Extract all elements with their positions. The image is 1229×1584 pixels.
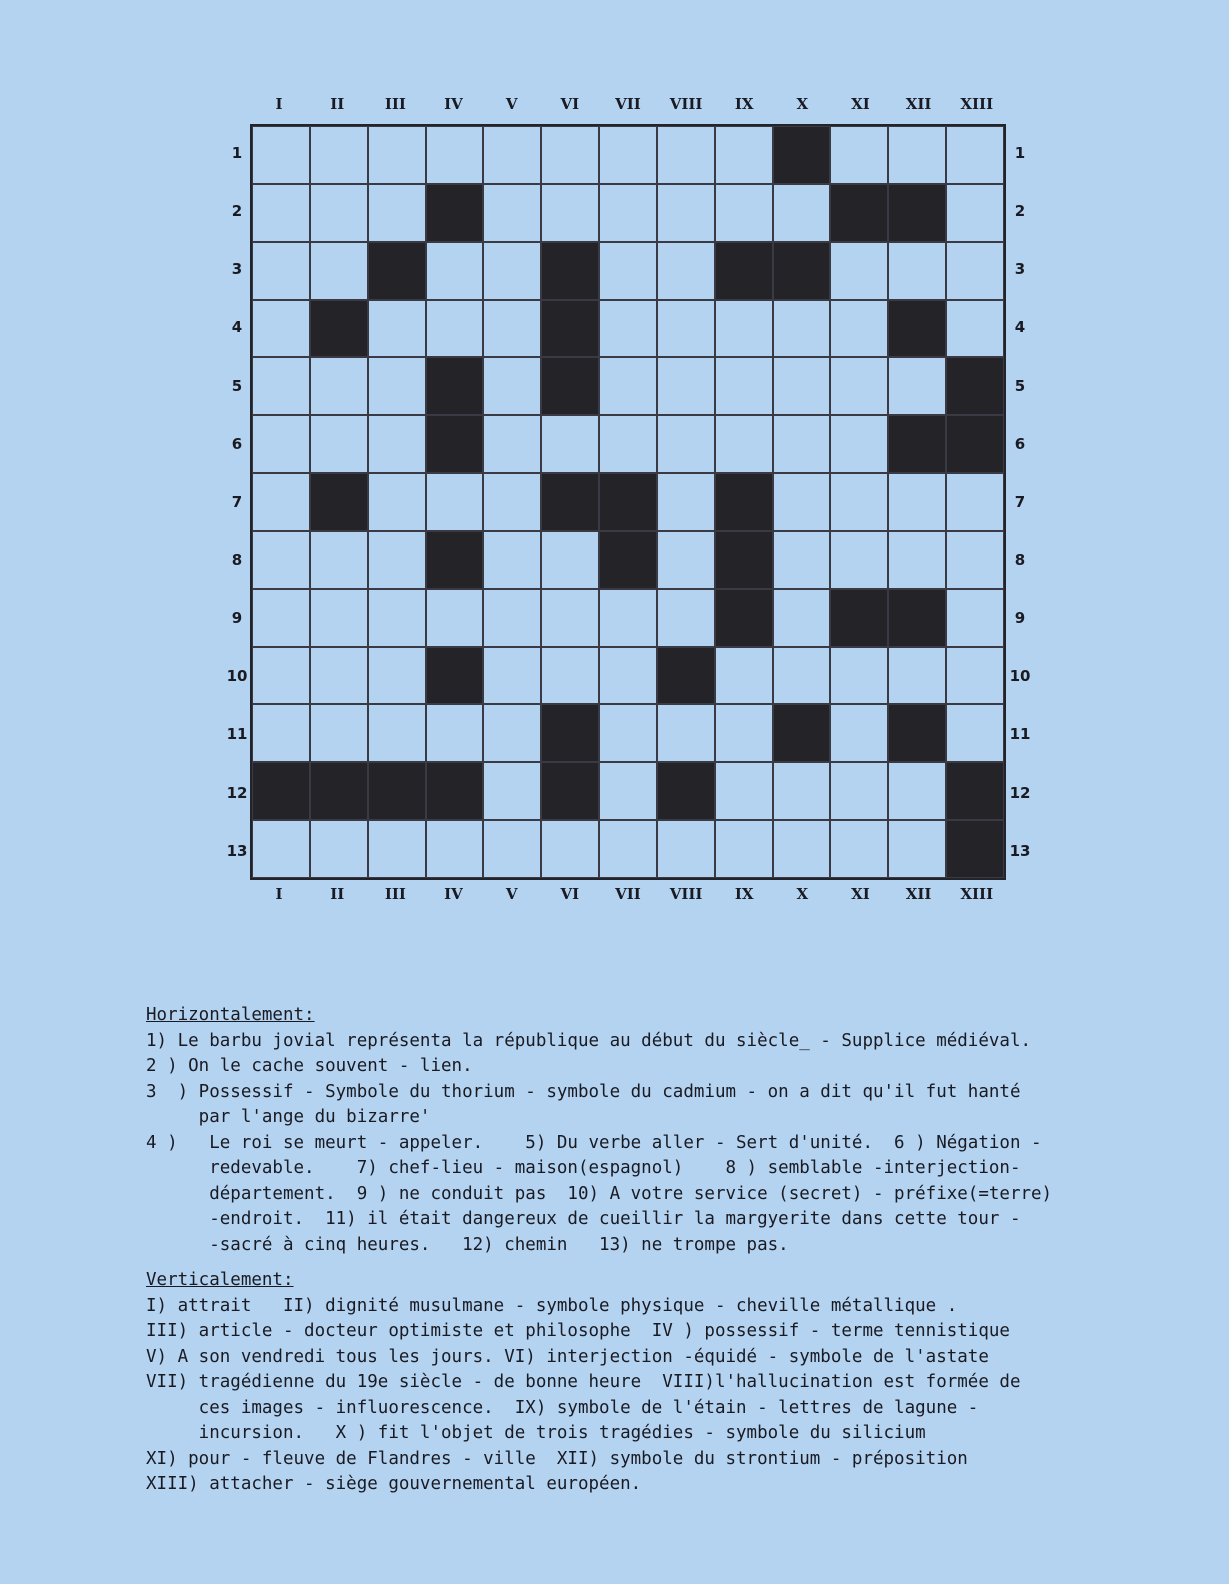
white-cell — [657, 242, 715, 300]
row-label-right-3: 3 — [1014, 260, 1026, 279]
row-label-left-7: 7 — [231, 492, 243, 511]
white-cell — [483, 531, 541, 589]
white-cell — [599, 242, 657, 300]
white-cell — [599, 820, 657, 878]
black-cell — [599, 473, 657, 531]
white-cell — [830, 531, 888, 589]
black-cell — [946, 415, 1004, 473]
white-cell — [715, 300, 773, 358]
white-cell — [483, 242, 541, 300]
column-label-bottom-4: IV — [444, 885, 463, 903]
white-cell — [830, 647, 888, 705]
white-cell — [483, 647, 541, 705]
clue-line: I) attrait II) dignité musulmane - symbole physique - cheville métallique . — [146, 1295, 958, 1316]
clue-line: V) A son vendredi tous les jours. VI) interjection -équidé - symbole de l'astate — [146, 1346, 989, 1367]
white-cell — [368, 473, 426, 531]
white-cell — [657, 126, 715, 184]
clue-line: département. 9 ) ne conduit pas 10) A votre service (secret) - préfixe(=terre) — [146, 1183, 1053, 1204]
white-cell — [946, 126, 1004, 184]
white-cell — [483, 820, 541, 878]
white-cell — [657, 357, 715, 415]
white-cell — [426, 820, 484, 878]
white-cell — [541, 531, 599, 589]
white-cell — [657, 184, 715, 242]
row-label-right-2: 2 — [1014, 202, 1026, 221]
white-cell — [368, 415, 426, 473]
white-cell — [541, 647, 599, 705]
white-cell — [715, 704, 773, 762]
white-cell — [310, 531, 368, 589]
black-cell — [946, 762, 1004, 820]
white-cell — [368, 647, 426, 705]
row-label-left-3: 3 — [231, 260, 243, 279]
white-cell — [426, 704, 484, 762]
white-cell — [599, 184, 657, 242]
black-cell — [426, 357, 484, 415]
white-cell — [252, 242, 310, 300]
white-cell — [946, 531, 1004, 589]
white-cell — [773, 762, 831, 820]
clue-line: -sacré à cinq heures. 12) chemin 13) ne trompe pas. — [146, 1234, 789, 1255]
white-cell — [310, 820, 368, 878]
black-cell — [888, 184, 946, 242]
white-cell — [368, 126, 426, 184]
column-label-top-6: VI — [560, 95, 580, 113]
white-cell — [541, 184, 599, 242]
white-cell — [252, 704, 310, 762]
row-label-right-8: 8 — [1014, 551, 1026, 570]
clue-line: III) article - docteur optimiste et philosophe IV ) possessif - terme tennistique — [146, 1321, 1010, 1341]
white-cell — [657, 589, 715, 647]
black-cell — [830, 184, 888, 242]
black-cell — [426, 415, 484, 473]
white-cell — [426, 300, 484, 358]
row-label-left-6: 6 — [231, 434, 243, 453]
white-cell — [483, 357, 541, 415]
black-cell — [541, 704, 599, 762]
white-cell — [888, 126, 946, 184]
clue-line: incursion. X ) fit l'objet de trois tragédies - symbole du silicium — [146, 1423, 926, 1443]
row-label-left-4: 4 — [231, 318, 243, 337]
black-cell — [368, 242, 426, 300]
column-label-top-7: VII — [615, 95, 641, 113]
white-cell — [426, 242, 484, 300]
row-labels-left — [222, 124, 252, 880]
clue-line: 3 ) Possessif - Symbole du thorium - symbole du cadmium - on a dit qu'il fut hanté — [146, 1081, 1021, 1102]
white-cell — [483, 184, 541, 242]
row-label-left-2: 2 — [231, 202, 243, 221]
white-cell — [946, 589, 1004, 647]
white-cell — [483, 762, 541, 820]
white-cell — [541, 126, 599, 184]
black-cell — [657, 647, 715, 705]
black-cell — [252, 762, 310, 820]
white-cell — [715, 415, 773, 473]
black-cell — [541, 473, 599, 531]
black-cell — [888, 589, 946, 647]
row-label-left-12: 12 — [226, 783, 248, 802]
white-cell — [541, 820, 599, 878]
white-cell — [946, 300, 1004, 358]
white-cell — [657, 300, 715, 358]
white-cell — [657, 531, 715, 589]
white-cell — [541, 415, 599, 473]
column-label-bottom-13: XIII — [960, 885, 994, 903]
white-cell — [657, 820, 715, 878]
white-cell — [310, 184, 368, 242]
row-labels-right — [1005, 124, 1035, 880]
column-label-bottom-11: XI — [851, 885, 870, 903]
white-cell — [310, 126, 368, 184]
white-cell — [483, 704, 541, 762]
white-cell — [715, 762, 773, 820]
row-label-right-10: 10 — [1009, 667, 1031, 686]
white-cell — [888, 647, 946, 705]
white-cell — [773, 589, 831, 647]
white-cell — [426, 126, 484, 184]
black-cell — [773, 126, 831, 184]
column-label-top-1: I — [275, 95, 283, 113]
black-cell — [888, 415, 946, 473]
black-cell — [657, 762, 715, 820]
vertical-clues — [146, 1294, 1156, 1498]
white-cell — [946, 242, 1004, 300]
white-cell — [657, 473, 715, 531]
black-cell — [426, 647, 484, 705]
white-cell — [368, 184, 426, 242]
white-cell — [368, 357, 426, 415]
row-label-left-9: 9 — [231, 609, 243, 628]
white-cell — [368, 531, 426, 589]
row-label-right-4: 4 — [1014, 318, 1026, 337]
white-cell — [310, 357, 368, 415]
white-cell — [830, 704, 888, 762]
white-cell — [368, 820, 426, 878]
column-label-bottom-12: XII — [905, 885, 932, 903]
white-cell — [368, 589, 426, 647]
white-cell — [715, 126, 773, 184]
white-cell — [252, 300, 310, 358]
black-cell — [310, 473, 368, 531]
white-cell — [310, 415, 368, 473]
column-label-bottom-10: X — [796, 885, 809, 903]
column-label-top-4: IV — [444, 95, 463, 113]
white-cell — [310, 647, 368, 705]
white-cell — [830, 415, 888, 473]
white-cell — [888, 357, 946, 415]
black-cell — [888, 704, 946, 762]
row-label-right-11: 11 — [1009, 725, 1031, 744]
clue-line: 2 ) On le cache souvent - lien. — [146, 1056, 473, 1076]
column-label-bottom-8: VIII — [669, 885, 703, 903]
black-cell — [715, 589, 773, 647]
black-cell — [541, 357, 599, 415]
black-cell — [541, 300, 599, 358]
clue-line: XIII) attacher - siège gouvernemental européen. — [146, 1474, 642, 1494]
white-cell — [830, 473, 888, 531]
black-cell — [599, 531, 657, 589]
column-label-bottom-9: IX — [734, 885, 754, 903]
column-label-bottom-5: V — [505, 885, 518, 903]
white-cell — [830, 300, 888, 358]
clue-line: 1) Le barbu jovial représenta la république au début du siècle_ - Supplice médiéval. — [146, 1030, 1032, 1051]
black-cell — [773, 242, 831, 300]
column-label-bottom-7: VII — [615, 885, 641, 903]
white-cell — [715, 820, 773, 878]
column-label-top-9: IX — [734, 95, 754, 113]
column-label-bottom-1: I — [275, 885, 283, 903]
white-cell — [888, 473, 946, 531]
row-label-left-11: 11 — [226, 725, 248, 744]
white-cell — [368, 300, 426, 358]
row-label-right-13: 13 — [1009, 841, 1031, 860]
white-cell — [830, 357, 888, 415]
black-cell — [715, 531, 773, 589]
white-cell — [599, 415, 657, 473]
black-cell — [368, 762, 426, 820]
white-cell — [252, 357, 310, 415]
white-cell — [830, 820, 888, 878]
white-cell — [715, 647, 773, 705]
white-cell — [830, 242, 888, 300]
white-cell — [541, 589, 599, 647]
white-cell — [252, 531, 310, 589]
column-label-top-8: VIII — [669, 95, 703, 113]
black-cell — [946, 820, 1004, 878]
white-cell — [252, 415, 310, 473]
black-cell — [715, 473, 773, 531]
row-label-left-13: 13 — [226, 841, 248, 860]
white-cell — [426, 589, 484, 647]
white-cell — [426, 473, 484, 531]
column-label-bottom-6: VI — [560, 885, 580, 903]
white-cell — [773, 357, 831, 415]
white-cell — [888, 242, 946, 300]
white-cell — [483, 415, 541, 473]
column-labels-top — [250, 95, 1006, 113]
white-cell — [599, 762, 657, 820]
column-label-top-11: XI — [851, 95, 870, 113]
black-cell — [773, 704, 831, 762]
horizontal-clues — [146, 1029, 1156, 1259]
row-label-left-5: 5 — [231, 376, 243, 395]
column-label-top-2: II — [330, 95, 345, 113]
clues-section — [146, 1003, 1156, 1498]
black-cell — [946, 357, 1004, 415]
crossword-grid — [250, 124, 1006, 880]
row-label-right-7: 7 — [1014, 492, 1026, 511]
white-cell — [252, 473, 310, 531]
white-cell — [888, 531, 946, 589]
white-cell — [773, 473, 831, 531]
white-cell — [252, 184, 310, 242]
white-cell — [252, 126, 310, 184]
white-cell — [773, 820, 831, 878]
white-cell — [946, 473, 1004, 531]
white-cell — [368, 704, 426, 762]
clue-line: par l'ange du bizarre' — [146, 1107, 431, 1127]
white-cell — [715, 184, 773, 242]
white-cell — [483, 473, 541, 531]
clue-line: redevable. 7) chef-lieu - maison(espagnol) 8 ) semblable -interjection- — [146, 1158, 1021, 1178]
white-cell — [599, 357, 657, 415]
row-label-right-1: 1 — [1014, 144, 1026, 163]
black-cell — [426, 762, 484, 820]
white-cell — [657, 415, 715, 473]
column-labels-bottom — [250, 885, 1006, 903]
white-cell — [715, 357, 773, 415]
column-label-bottom-3: III — [384, 885, 406, 903]
white-cell — [657, 704, 715, 762]
black-cell — [888, 300, 946, 358]
white-cell — [252, 647, 310, 705]
row-label-right-5: 5 — [1014, 376, 1026, 395]
black-cell — [310, 762, 368, 820]
white-cell — [830, 762, 888, 820]
white-cell — [599, 589, 657, 647]
clue-line: -endroit. 11) il était dangereux de cueillir la margyerite dans cette tour - — [146, 1209, 1021, 1229]
white-cell — [946, 704, 1004, 762]
column-label-top-13: XIII — [960, 95, 994, 113]
black-cell — [541, 762, 599, 820]
white-cell — [483, 126, 541, 184]
white-cell — [483, 589, 541, 647]
white-cell — [888, 762, 946, 820]
clue-line: ces images - influorescence. IX) symbole de l'étain - lettres de lagune - — [146, 1397, 979, 1418]
white-cell — [773, 184, 831, 242]
white-cell — [599, 126, 657, 184]
white-cell — [773, 415, 831, 473]
column-label-top-10: X — [796, 95, 809, 113]
white-cell — [483, 300, 541, 358]
black-cell — [541, 242, 599, 300]
white-cell — [252, 820, 310, 878]
black-cell — [830, 589, 888, 647]
white-cell — [599, 704, 657, 762]
white-cell — [888, 820, 946, 878]
white-cell — [310, 704, 368, 762]
row-label-right-12: 12 — [1009, 783, 1031, 802]
row-label-right-9: 9 — [1014, 609, 1026, 628]
white-cell — [310, 589, 368, 647]
row-label-left-10: 10 — [226, 667, 248, 686]
clue-line: VII) tragédienne du 19e siècle - de bonne heure VIII)l'hallucination est formée de — [146, 1372, 1021, 1392]
black-cell — [715, 242, 773, 300]
black-cell — [426, 531, 484, 589]
white-cell — [773, 647, 831, 705]
black-cell — [426, 184, 484, 242]
white-cell — [946, 647, 1004, 705]
column-label-bottom-2: II — [330, 885, 345, 903]
row-label-right-6: 6 — [1014, 434, 1026, 453]
white-cell — [773, 300, 831, 358]
horizontal-title: Horizontalement: — [146, 1005, 315, 1025]
white-cell — [252, 589, 310, 647]
black-cell — [310, 300, 368, 358]
white-cell — [599, 300, 657, 358]
row-label-left-1: 1 — [231, 144, 243, 163]
clue-line: XI) pour - fleuve de Flandres - ville XII) symbole du strontium - préposition — [146, 1448, 968, 1469]
column-label-top-3: III — [384, 95, 406, 113]
vertical-title: Verticalement: — [146, 1270, 294, 1290]
white-cell — [830, 126, 888, 184]
white-cell — [310, 242, 368, 300]
white-cell — [773, 531, 831, 589]
clue-line: 4 ) Le roi se meurt - appeler. 5) Du verbe aller - Sert d'unité. 6 ) Négation - — [146, 1132, 1042, 1153]
column-label-top-5: V — [505, 95, 518, 113]
white-cell — [946, 184, 1004, 242]
row-label-left-8: 8 — [231, 551, 243, 570]
column-label-top-12: XII — [905, 95, 932, 113]
white-cell — [599, 647, 657, 705]
